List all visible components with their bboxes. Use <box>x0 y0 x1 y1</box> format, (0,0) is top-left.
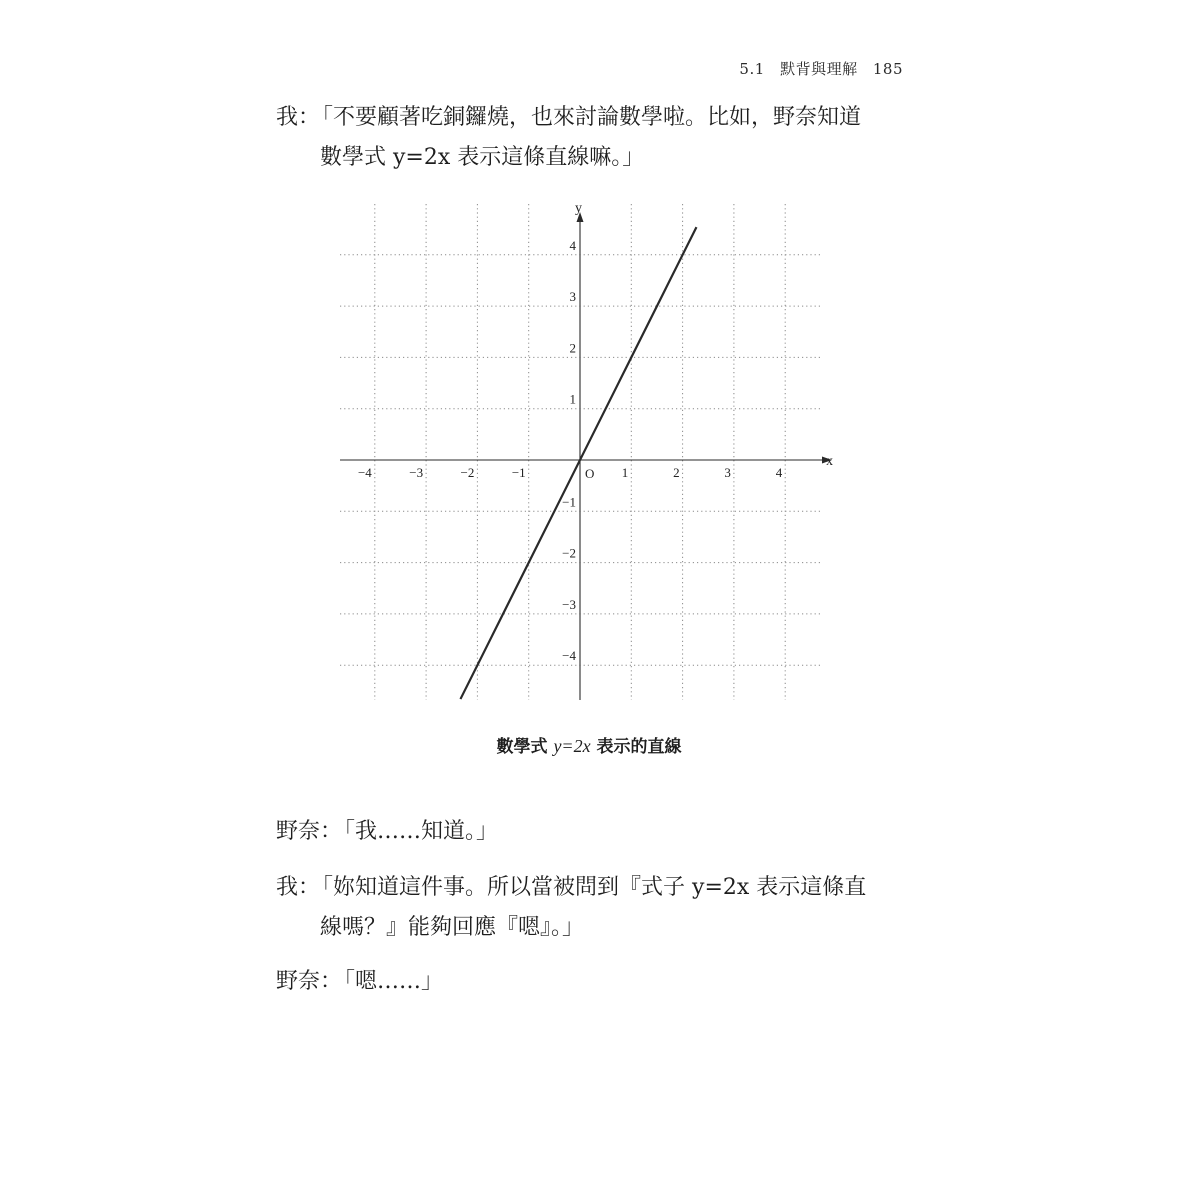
speaker-label: 我： <box>276 875 321 900</box>
dialogue-line: 數學式 y=2x 表示這條直線嘛。」 <box>320 145 645 170</box>
y-tick-label: −4 <box>562 648 576 664</box>
y-tick-label: −2 <box>562 545 576 561</box>
caption-prefix: 數學式 <box>496 737 554 757</box>
dialogue-paragraph <box>276 868 916 948</box>
section-number: 5.1 <box>739 60 765 78</box>
x-tick-label: −2 <box>460 465 475 480</box>
x-tick-label: 4 <box>775 465 783 480</box>
dialogue-text: 「嗯……」 <box>344 969 444 994</box>
y-tick-label: −1 <box>562 494 576 510</box>
running-header <box>739 58 903 79</box>
x-tick-label: 2 <box>673 465 680 480</box>
y-tick-label: 1 <box>569 391 576 407</box>
x-tick-label: −1 <box>511 465 526 480</box>
x-tick-label: 1 <box>621 465 629 480</box>
x-tick-label: −3 <box>409 465 424 480</box>
line-y-equals-2x <box>460 227 696 699</box>
origin-label: O <box>585 466 595 481</box>
speaker-label: 野奈： <box>276 819 343 844</box>
graph-y-equals-2x <box>330 192 850 712</box>
y-tick-label: −3 <box>562 596 576 612</box>
figure-caption <box>0 732 1178 757</box>
dialogue-line: 線嗎？』能夠回應『嗯』。」 <box>320 915 585 940</box>
y-tick-label: 2 <box>569 340 576 356</box>
dialogue-line <box>276 98 916 138</box>
speaker-label: 我： <box>276 105 321 130</box>
dialogue-paragraph <box>276 962 916 1002</box>
page-number: 185 <box>872 60 903 78</box>
speaker-label: 野奈： <box>276 969 343 994</box>
y-axis-label: y <box>575 201 582 216</box>
dialogue-text: 「妳知道這件事。所以當被問到『式子 y=2x 表示這條直 <box>322 875 867 900</box>
dialogue-paragraph <box>276 98 916 178</box>
dialogue-line <box>276 868 916 908</box>
x-tick-label: 3 <box>724 465 731 480</box>
y-tick-label: 4 <box>569 237 576 253</box>
caption-suffix: 表示的直線 <box>590 737 682 757</box>
section-title: 默背與理解 <box>780 60 858 78</box>
x-axis-label: x <box>826 454 833 469</box>
caption-equation: y=2x <box>553 736 591 756</box>
y-tick-label: 3 <box>569 289 576 305</box>
dialogue-line <box>276 812 916 852</box>
dialogue-line <box>276 962 916 1002</box>
dialogue-text: 「我……知道。」 <box>344 819 499 844</box>
dialogue-text: 「不要顧著吃銅鑼燒，也來討論數學啦。比如，野奈知道 <box>322 105 862 130</box>
dialogue-paragraph <box>276 812 916 852</box>
x-tick-label: −4 <box>357 465 372 480</box>
